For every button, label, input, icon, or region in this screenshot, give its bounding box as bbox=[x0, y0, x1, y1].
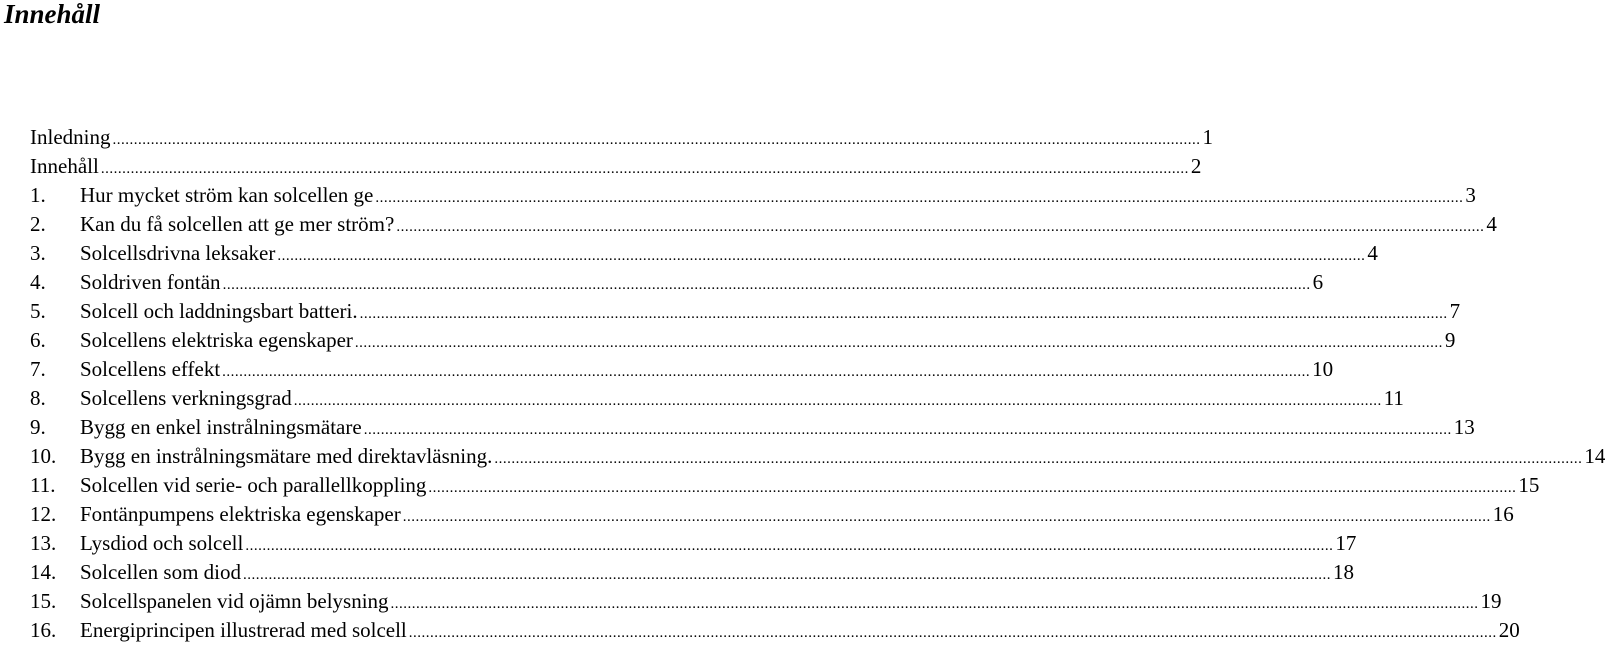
toc-entry-title: Solcellspanelen vid ojämn belysning bbox=[80, 589, 389, 613]
toc-entry-title: Energiprincipen illustrerad med solcell bbox=[80, 618, 407, 642]
toc-dot-leader bbox=[360, 300, 1448, 329]
toc-dot-leader bbox=[245, 532, 1333, 561]
toc-entry-page-number: 17 bbox=[1335, 531, 1357, 555]
toc-dot-leader bbox=[222, 358, 1310, 387]
toc-entry-title: Lysdiod och solcell bbox=[80, 531, 244, 555]
toc-entry[interactable] bbox=[30, 210, 1497, 239]
toc-entry[interactable] bbox=[30, 616, 1520, 645]
toc-entry-page-number: 3 bbox=[1465, 183, 1476, 207]
toc-entry-title: Solcellens verkningsgrad bbox=[80, 386, 292, 410]
toc-entry-page-number: 4 bbox=[1367, 241, 1378, 265]
toc-entry-title: Hur mycket ström kan solcellen ge bbox=[80, 183, 374, 207]
toc-entry[interactable] bbox=[30, 500, 1514, 529]
toc-entry-page-number: 16 bbox=[1492, 502, 1514, 526]
table-of-contents bbox=[30, 123, 1605, 645]
toc-entry-page-number: 19 bbox=[1480, 589, 1502, 613]
toc-entry-title: Kan du få solcellen att ge mer ström? bbox=[80, 212, 395, 236]
toc-entry-number: 4. bbox=[30, 270, 46, 294]
toc-entry-page-number: 2 bbox=[1190, 154, 1202, 178]
toc-entry[interactable] bbox=[30, 326, 1456, 355]
toc-entry-number: 9. bbox=[30, 415, 46, 439]
toc-entry-page-number: 4 bbox=[1486, 212, 1497, 236]
toc-entry[interactable] bbox=[30, 355, 1334, 384]
toc-dot-leader bbox=[375, 184, 1463, 213]
toc-dot-leader bbox=[243, 561, 1331, 590]
toc-entry[interactable] bbox=[30, 123, 1213, 152]
page-heading: Innehåll bbox=[4, 0, 101, 29]
toc-entry-page-number: 1 bbox=[1202, 125, 1213, 149]
toc-dot-leader bbox=[364, 416, 1452, 445]
toc-entry[interactable] bbox=[30, 181, 1476, 210]
toc-entry-number: 5. bbox=[30, 299, 46, 323]
toc-entry-number: 3. bbox=[30, 241, 46, 265]
toc-entry-title: Solcellen vid serie- och parallellkoppling bbox=[80, 473, 427, 497]
toc-entry-page-number: 11 bbox=[1383, 386, 1404, 410]
toc-entry-title: Solcellens elektriska egenskaper bbox=[80, 328, 353, 352]
toc-dot-leader bbox=[112, 126, 1200, 155]
toc-entry-number: 11. bbox=[30, 473, 56, 497]
toc-entry-title: Innehåll bbox=[30, 154, 99, 178]
toc-entry-page-number: 6 bbox=[1312, 270, 1324, 294]
toc-entry-number: 16. bbox=[30, 618, 57, 642]
toc-entry-number: 12. bbox=[30, 502, 57, 526]
toc-entry-number: 10. bbox=[30, 444, 57, 468]
toc-entry-page-number: 13 bbox=[1453, 415, 1475, 439]
toc-entry[interactable] bbox=[30, 587, 1502, 616]
toc-dot-leader bbox=[403, 503, 1491, 532]
toc-dot-leader bbox=[277, 242, 1365, 271]
toc-entry[interactable] bbox=[30, 384, 1404, 413]
toc-dot-leader bbox=[101, 155, 1189, 184]
toc-entry-title: Soldriven fontän bbox=[80, 270, 221, 294]
toc-entry-title: Inledning bbox=[30, 125, 111, 149]
toc-entry-title: Solcell och laddningsbart batteri. bbox=[80, 299, 358, 323]
toc-entry-page-number: 18 bbox=[1333, 560, 1354, 584]
toc-entry-number: 1. bbox=[30, 183, 46, 207]
toc-entry-page-number: 20 bbox=[1498, 618, 1520, 642]
toc-entry-number: 14. bbox=[30, 560, 57, 584]
toc-entry-page-number: 14 bbox=[1584, 444, 1605, 468]
toc-dot-leader bbox=[409, 619, 1497, 648]
toc-entry[interactable] bbox=[30, 268, 1324, 297]
toc-entry[interactable] bbox=[30, 239, 1378, 268]
toc-entry-page-number: 10 bbox=[1312, 357, 1334, 381]
toc-dot-leader bbox=[294, 387, 1382, 416]
toc-entry[interactable] bbox=[30, 442, 1605, 471]
toc-entry[interactable] bbox=[30, 471, 1540, 500]
toc-entry-page-number: 15 bbox=[1518, 473, 1540, 497]
toc-dot-leader bbox=[396, 213, 1484, 242]
toc-entry-title: Bygg en instrålningsmätare med direktavläsning. bbox=[80, 444, 493, 468]
toc-dot-leader bbox=[428, 474, 1516, 503]
toc-entry-page-number: 9 bbox=[1444, 328, 1456, 352]
toc-entry[interactable] bbox=[30, 558, 1354, 587]
toc-entry[interactable] bbox=[30, 413, 1475, 442]
toc-dot-leader bbox=[223, 271, 1311, 300]
toc-entry[interactable] bbox=[30, 529, 1357, 558]
toc-entry-number: 8. bbox=[30, 386, 46, 410]
toc-entry-number: 13. bbox=[30, 531, 57, 555]
toc-dot-leader bbox=[355, 329, 1443, 358]
toc-entry-title: Solcellen som diod bbox=[80, 560, 241, 584]
toc-entry-title: Solcellsdrivna leksaker bbox=[80, 241, 276, 265]
toc-entry-title: Fontänpumpens elektriska egenskaper bbox=[80, 502, 401, 526]
toc-dot-leader bbox=[494, 445, 1582, 474]
toc-entry-number: 15. bbox=[30, 589, 57, 613]
toc-entry-number: 6. bbox=[30, 328, 46, 352]
toc-entry-page-number: 7 bbox=[1449, 299, 1461, 323]
toc-entry[interactable] bbox=[30, 297, 1461, 326]
toc-entry-title: Solcellens effekt bbox=[80, 357, 221, 381]
toc-entry[interactable] bbox=[30, 152, 1202, 181]
toc-dot-leader bbox=[391, 590, 1479, 619]
toc-entry-title: Bygg en enkel instrålningsmätare bbox=[80, 415, 362, 439]
toc-entry-number: 2. bbox=[30, 212, 46, 236]
toc-entry-number: 7. bbox=[30, 357, 46, 381]
